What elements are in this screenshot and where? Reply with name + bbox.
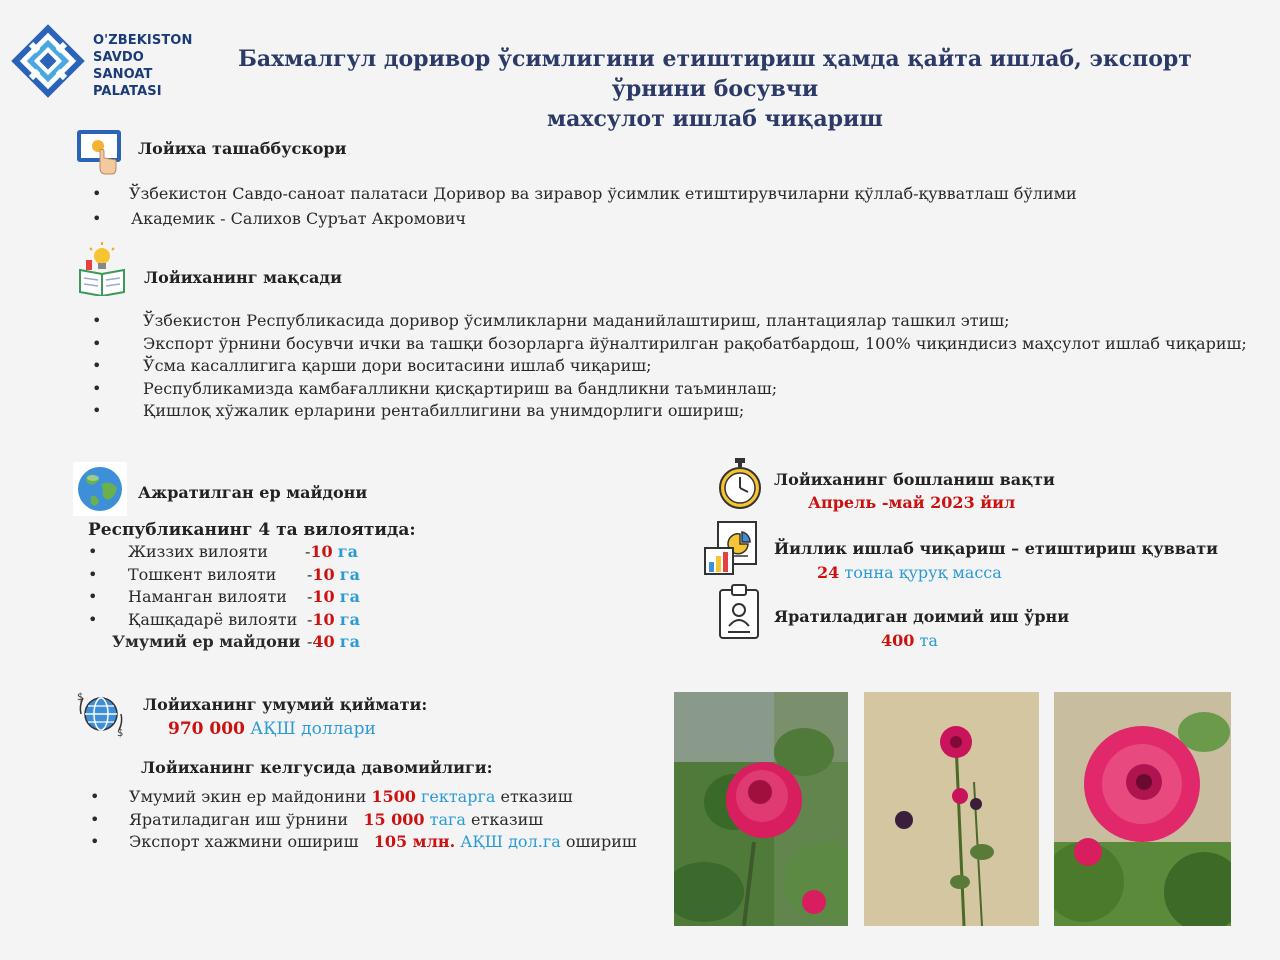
list-item: • Наманган вилояти -10 га	[88, 587, 360, 606]
hollyhock-photo-1	[674, 692, 848, 926]
land-subheading: Республиканинг 4 та вилоятида:	[88, 520, 416, 540]
id-badge-icon	[718, 584, 760, 640]
page-title: Бахмалгул доривор ўсимлигини етиштириш ҳамда қайта ишлаб, экспорт ўрнини босувчи махсулот ишлаб чиқариш	[238, 46, 1192, 132]
region-list	[88, 541, 388, 654]
capacity-value: 24 тонна қуруқ масса	[817, 563, 1002, 582]
lightbulb-book-icon	[78, 242, 128, 296]
start-heading: Лойиханинг бошланиш вақти	[774, 470, 1055, 489]
list-item: • Республикамизда камбағалликни қисқартириш ва бандликни таъминлаш;	[92, 378, 778, 398]
land-heading: Ажратилган ер майдони	[138, 483, 368, 502]
list-item: • Экспорт хажмини ошириш 105 млн. АҚШ дол.га ошириш	[90, 832, 637, 851]
list-item: • Яратиладиган иш ўрнини 15 000 тага етказиш	[90, 809, 544, 829]
goal-heading: Лойиханинг мақсади	[144, 268, 342, 287]
list-item: • Ўзбекистон Савдо-саноат палатаси Доривор ва зиравор ўсимлик етиштирувчиларни қўллаб-қувватлаш бўлими	[92, 184, 1077, 203]
list-item: • Ўсма касаллигига қарши дори воситасини ишлаб чиқариш;	[92, 356, 652, 375]
globe-dollar-icon	[77, 690, 125, 738]
hollyhock-photo-2	[864, 692, 1039, 926]
svg-text:$: $	[77, 692, 84, 703]
list-item: • Қишлоқ хўжалик ерларини рентабиллигини ва унимдорлиги ошириш;	[92, 401, 745, 420]
list-item: • Қашқадарё вилояти -10 га	[88, 609, 360, 629]
chamber-logo-icon	[8, 24, 88, 98]
goal-list	[92, 310, 1247, 423]
stopwatch-icon	[718, 458, 762, 510]
presentation-touch-icon	[76, 128, 126, 176]
capacity-heading: Йиллик ишлаб чиқариш – етиштириш қуввати	[774, 539, 1219, 558]
land-total: Умумий ер майдони -40 га	[112, 632, 360, 651]
list-item: • Жиззих вилояти -10 га	[88, 542, 358, 561]
cost-heading: Лойиханинг умумий қиймати:	[143, 695, 428, 714]
jobs-value: 400 та	[881, 631, 938, 650]
list-item: • Экспорт ўрнини босувчи ички ва ташқи бозорларга йўналтирилган рақобатбардош, 100% чиқиндисиз маҳсулот ишлаб чиқариш;	[92, 333, 1247, 353]
org-logo	[8, 24, 198, 98]
list-item: • Академик - Салихов Суръат Акромович	[92, 208, 466, 228]
list-item: • Ўзбекистон Республикасида доривор ўсимликларни маданийлаштириш, плантациялар ташкил этиш;	[92, 311, 1010, 330]
cost-value: 970 000 АҚШ доллари	[168, 719, 376, 739]
hollyhock-photo-3	[1054, 692, 1231, 926]
list-item: • Тошкент вилояти -10 га	[88, 564, 360, 584]
start-value: Апрель -май 2023 йил	[808, 493, 1016, 512]
globe-icon	[73, 462, 127, 516]
future-list	[90, 786, 650, 854]
report-chart-icon	[704, 520, 760, 576]
org-name: O'ZBEKISTON SAVDO SANOAT PALATASI	[93, 33, 193, 99]
initiator-heading: Лойиха ташаббускори	[138, 139, 347, 158]
future-heading: Лойиханинг келгусида давомийлиги:	[141, 758, 493, 777]
jobs-heading: Яратиладиган доимий иш ўрни	[774, 607, 1070, 626]
initiator-list	[92, 183, 1092, 230]
svg-text:$: $	[117, 728, 124, 738]
list-item: • Умумий экин ер майдонини 1500 гектарга етказиш	[90, 787, 573, 806]
